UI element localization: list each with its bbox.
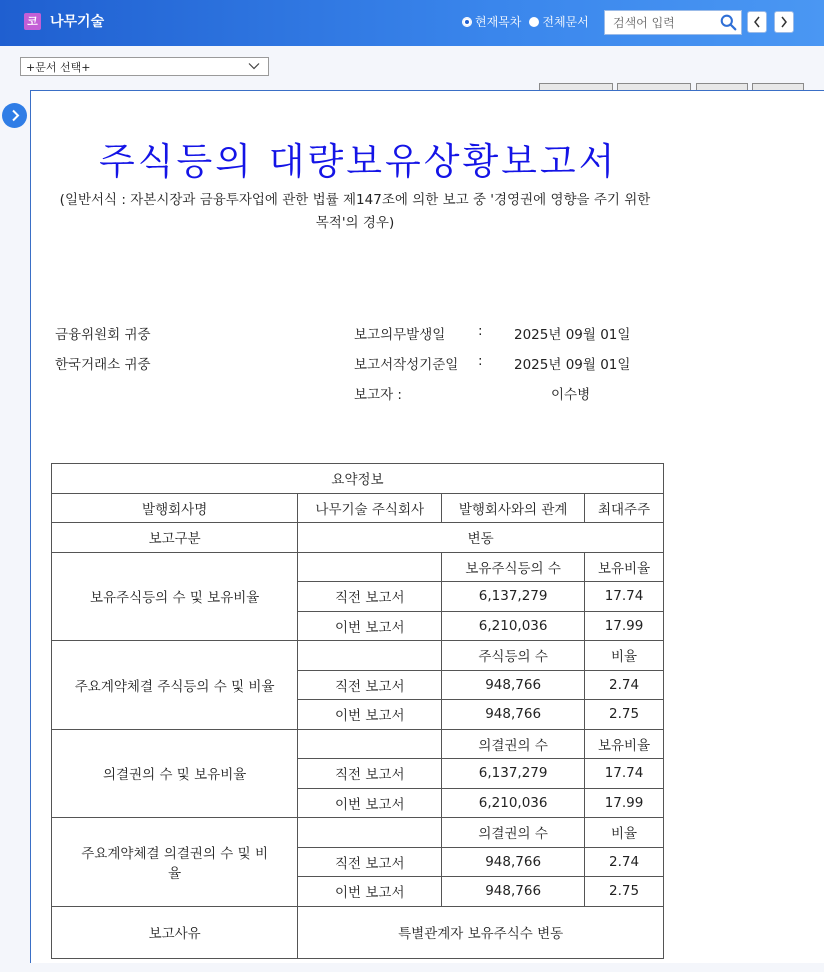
sidebar-toggle-button[interactable] xyxy=(2,103,27,128)
search-scope xyxy=(462,13,589,30)
reason-value: 특별관계자 보유주식수 변동 xyxy=(298,906,664,958)
basis-date-value: 2025년 09월 01일 xyxy=(514,357,631,373)
table-cell: 6,137,279 xyxy=(442,582,585,612)
column-header: 보유주식등의 수 xyxy=(442,552,585,582)
table-cell: 6,210,036 xyxy=(442,788,585,818)
chevron-right-icon xyxy=(780,16,788,28)
table-cell xyxy=(298,818,442,848)
table-cell: 2.74 xyxy=(585,847,664,877)
scope-current-option[interactable] xyxy=(462,13,521,30)
search-placeholder: 검색어 입력 xyxy=(613,16,675,30)
reason-label: 보고사유 xyxy=(52,906,298,958)
summary-heading: 요약정보 xyxy=(52,464,664,494)
section-label: 의결권의 수 및 보유비율 xyxy=(52,729,298,818)
table-cell: 2.74 xyxy=(585,670,664,700)
column-header: 비율 xyxy=(585,818,664,848)
section-label: 주요계약체결 의결권의 수 및 비율 xyxy=(52,818,298,907)
basis-colon: : xyxy=(478,353,483,369)
obligation-colon: : xyxy=(478,323,483,339)
scope-current-radio[interactable] xyxy=(462,17,472,27)
top-bar xyxy=(0,0,824,46)
scope-all-label: 전체문서 xyxy=(542,15,589,29)
report-type-value: 변동 xyxy=(298,523,664,553)
row-label: 이번 보고서 xyxy=(298,788,442,818)
row-label: 직전 보고서 xyxy=(298,670,442,700)
next-result-button[interactable] xyxy=(774,11,794,33)
basis-date-label: 보고서작성기준일 xyxy=(354,357,459,373)
chevron-right-icon xyxy=(10,109,20,122)
table-cell: 17.74 xyxy=(585,582,664,612)
table-cell: 17.74 xyxy=(585,759,664,789)
search-icon[interactable] xyxy=(720,14,737,31)
company-logo-icon: 코 xyxy=(24,13,41,30)
section-label: 주요계약체결 주식등의 수 및 비율 xyxy=(52,641,298,730)
column-header: 주식등의 수 xyxy=(442,641,585,671)
issuer-label: 발행회사명 xyxy=(52,493,298,523)
scope-all-option[interactable] xyxy=(529,13,588,30)
table-cell: 948,766 xyxy=(442,877,585,907)
column-header: 보유비율 xyxy=(585,552,664,582)
table-cell: 948,766 xyxy=(442,847,585,877)
reporter-label: 보고자 : xyxy=(354,387,402,403)
company-name: 나무기술 xyxy=(50,14,105,30)
reporter-name: 이수병 xyxy=(551,387,591,403)
table-cell: 17.99 xyxy=(585,611,664,641)
issuer-value: 나무기술 주식회사 xyxy=(298,493,442,523)
obligation-date-label: 보고의무발생일 xyxy=(354,327,446,343)
table-cell: 948,766 xyxy=(442,670,585,700)
report-type-label: 보고구분 xyxy=(52,523,298,553)
section-label: 보유주식등의 수 및 보유비율 xyxy=(52,552,298,641)
table-cell xyxy=(298,729,442,759)
relation-value: 최대주주 xyxy=(585,493,664,523)
table-cell: 17.99 xyxy=(585,788,664,818)
table-cell: 6,137,279 xyxy=(442,759,585,789)
search-input[interactable] xyxy=(604,10,742,35)
chevron-down-icon xyxy=(248,60,260,72)
table-cell xyxy=(298,641,442,671)
table-cell: 2.75 xyxy=(585,700,664,730)
column-header: 보유비율 xyxy=(585,729,664,759)
document-viewer xyxy=(30,90,824,963)
row-label: 이번 보고서 xyxy=(298,877,442,907)
report-subtitle: (일반서식 : 자본시장과 금융투자업에 관한 법률 제147조에 의한 보고 중 '경영권에 영향을 주기 위한 목적'의 경우) xyxy=(59,192,651,231)
column-header: 의결권의 수 xyxy=(442,818,585,848)
summary-table xyxy=(51,463,664,959)
addressee-krx: 한국거래소 귀중 xyxy=(55,357,151,373)
table-cell: 2.75 xyxy=(585,877,664,907)
row-label: 직전 보고서 xyxy=(298,582,442,612)
column-header: 의결권의 수 xyxy=(442,729,585,759)
row-label: 직전 보고서 xyxy=(298,759,442,789)
table-cell: 6,210,036 xyxy=(442,611,585,641)
row-label: 이번 보고서 xyxy=(298,611,442,641)
column-header: 비율 xyxy=(585,641,664,671)
table-cell xyxy=(298,552,442,582)
report-title: 주식등의 대량보유상황보고서 xyxy=(99,140,618,183)
scope-current-label: 현재목차 xyxy=(475,15,522,29)
relation-label: 발행회사와의 관계 xyxy=(442,493,585,523)
document-select[interactable] xyxy=(20,57,269,76)
document-select-value: +문서 선택+ xyxy=(26,61,91,74)
row-label: 이번 보고서 xyxy=(298,700,442,730)
row-label: 직전 보고서 xyxy=(298,847,442,877)
addressee-fsc: 금융위원회 귀중 xyxy=(55,327,151,343)
chevron-left-icon xyxy=(753,16,761,28)
prev-result-button[interactable] xyxy=(747,11,767,33)
obligation-date-value: 2025년 09월 01일 xyxy=(514,327,631,343)
scope-all-radio[interactable] xyxy=(529,17,539,27)
table-cell: 948,766 xyxy=(442,700,585,730)
